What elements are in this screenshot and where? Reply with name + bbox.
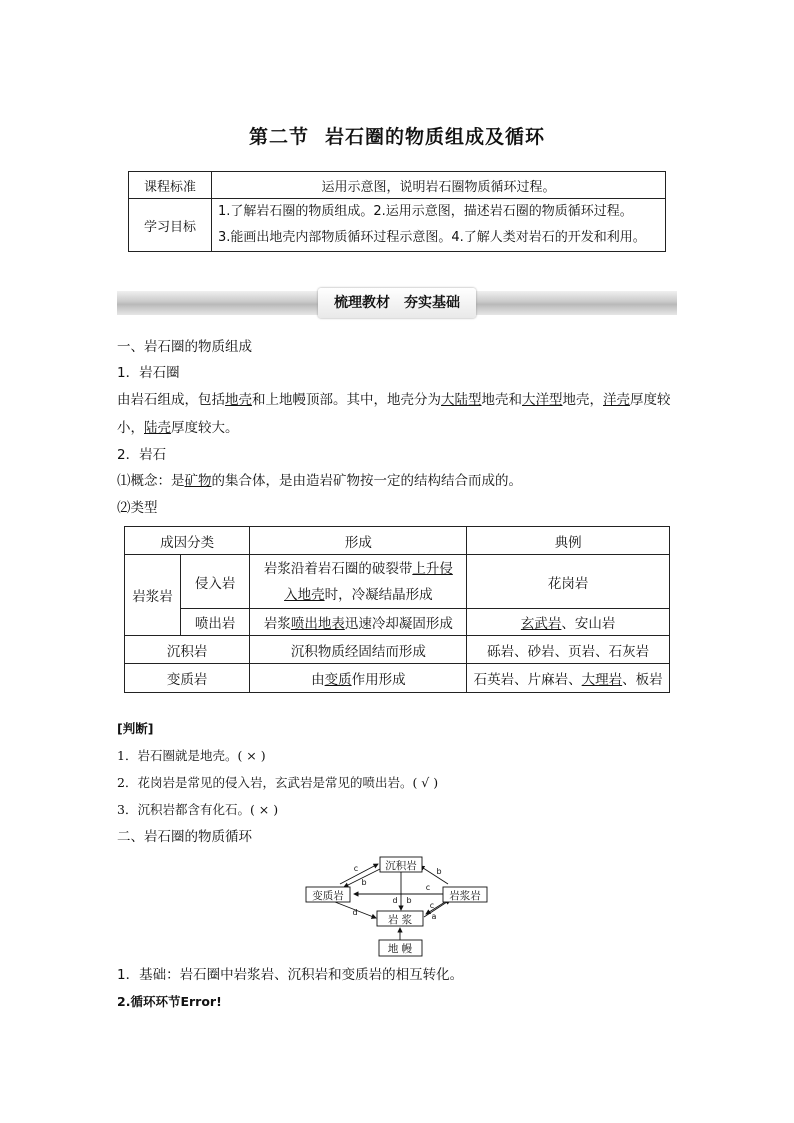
label-c-mid: c	[425, 883, 431, 892]
cycle-basis: 1．基础：岩石圈中岩浆岩、沉积岩和变质岩的相互转化。	[117, 967, 464, 983]
judgment-item-1: 1．岩石圈就是地壳。( × )	[117, 748, 266, 763]
page-title	[0, 122, 794, 149]
metamorphic-formation: 由变质作用形成	[250, 664, 467, 693]
learning-goal-content	[212, 199, 666, 252]
metamorphic-example: 石英岩、片麻岩、大理岩、板岩	[467, 664, 670, 693]
extrusive-example: 玄武岩、安山岩	[467, 609, 670, 636]
item1-heading: 1．岩石圈	[117, 365, 180, 381]
label-d-left: d	[352, 908, 358, 917]
section-name: 岩石圈的物质组成及循环	[325, 126, 546, 148]
metamorphic-label: 变质岩	[125, 664, 250, 693]
banner-label: 梳理教材 夯实基础	[318, 288, 476, 318]
label-b-left: b	[361, 878, 367, 887]
section-number: 第二节	[248, 126, 309, 148]
judgment-item-2: 2．花岗岩是常见的侵入岩，玄武岩是常见的喷出岩。( √ )	[117, 775, 439, 790]
sedimentary-formation: 沉积物质经固结而形成	[250, 636, 467, 664]
learning-goal-line-2: 3.能画出地壳内部物质循环过程示意图。4.了解人类对岩石的开发和利用。	[218, 230, 646, 245]
extrusive-formation: 岩浆喷出地表迅速冷却凝固形成	[250, 609, 467, 636]
arrow-igneous-to-sedimentary	[420, 866, 448, 884]
label-a-right: a	[431, 912, 437, 921]
node-mantle: 地 幔	[387, 943, 413, 955]
arrow-magma-to-igneous	[424, 900, 450, 917]
label-b-right: b	[406, 896, 412, 905]
node-igneous: 岩浆岩	[449, 890, 481, 902]
label-c-top: c	[353, 864, 359, 873]
part2-heading: 二、岩石圈的物质循环	[117, 829, 252, 845]
section-banner	[117, 288, 677, 318]
arrow-metamorphic-to-sedimentary	[340, 864, 378, 884]
header-formation: 形成	[250, 527, 467, 555]
sedimentary-label: 沉积岩	[125, 636, 250, 664]
node-metamorphic: 变质岩	[312, 890, 344, 902]
header-origin: 成因分类	[125, 527, 250, 555]
intrusive-label: 侵入岩	[181, 555, 250, 609]
item2-heading: 2．岩石	[117, 447, 167, 463]
sedimentary-example: 砾岩、砂岩、页岩、石灰岩	[467, 636, 670, 664]
lithosphere-paragraph: 由岩石组成，包括地壳和上地幔顶部。其中，地壳分为大陆型地壳和大洋型地壳，洋壳厚度较小，陆壳厚度较大。	[117, 392, 671, 436]
igneous-label: 岩浆岩	[125, 555, 181, 636]
cycle-links: 2.循环环节Error!	[117, 994, 222, 1009]
extrusive-label: 喷出岩	[181, 609, 250, 636]
node-magma: 岩 浆	[387, 914, 413, 926]
standards-table	[128, 171, 666, 252]
course-standard-label: 课程标准	[129, 172, 212, 199]
judgment-heading: [判断]	[117, 721, 154, 736]
node-sedimentary: 沉积岩	[385, 860, 417, 872]
label-b-top: b	[436, 867, 442, 876]
rock-types-heading: ⑵类型	[117, 500, 158, 516]
intrusive-formation: 岩浆沿着岩石圈的破裂带上升侵入地壳时，冷凝结晶形成	[250, 555, 467, 609]
header-example: 典例	[467, 527, 670, 555]
rock-concept: ⑴概念：是矿物的集合体，是由造岩矿物按一定的结构结合而成的。	[117, 473, 522, 489]
part1-heading: 一、岩石圈的物质组成	[117, 339, 252, 355]
label-d-mid: d	[392, 896, 398, 905]
label-c-right: c	[429, 901, 435, 910]
learning-goal-line-1: 1.了解岩石圈的物质组成。2.运用示意图，描述岩石圈的物质循环过程。	[218, 204, 633, 219]
intrusive-example: 花岗岩	[467, 555, 670, 609]
rock-cycle-diagram	[300, 854, 490, 960]
course-standard-content: 运用示意图，说明岩石圈物质循环过程。	[212, 172, 666, 199]
judgment-item-3: 3．沉积岩都含有化石。( × )	[117, 802, 279, 817]
rock-types-table	[124, 526, 670, 693]
learning-goal-label: 学习目标	[129, 199, 212, 252]
